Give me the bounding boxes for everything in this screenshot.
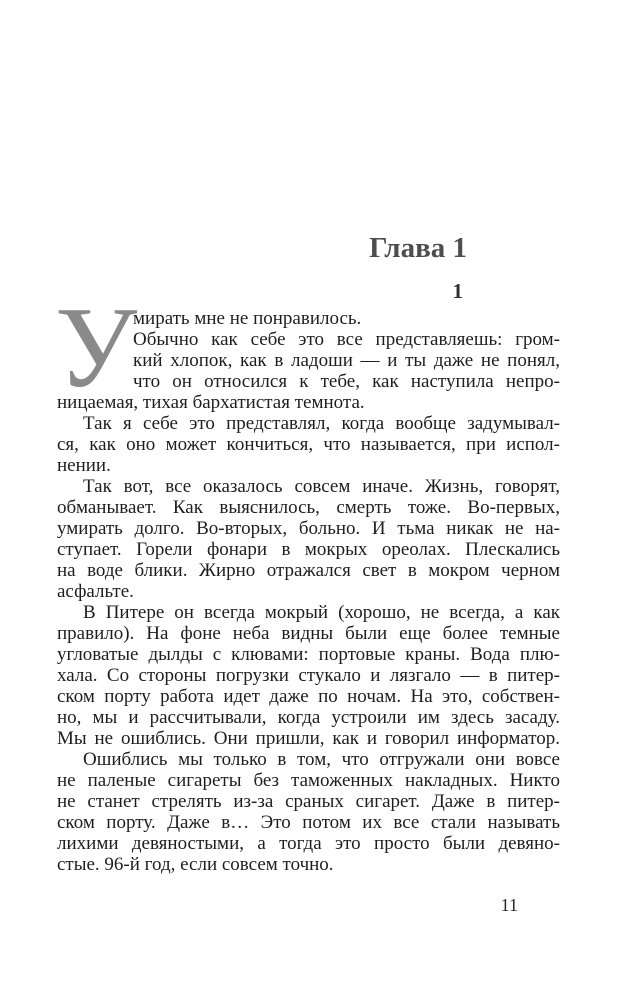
paragraph <box>57 476 560 602</box>
text-line: Так я себе это представлял, когда вообще задумывал- <box>83 413 560 434</box>
text-line: что он относился к тебе, как наступила непро- <box>133 371 560 392</box>
text-line: на воде блики. Жирно отражался свет в мокром черном <box>57 560 560 581</box>
text-line: ском порту работа идет даже по ночам. На это, собствен- <box>57 686 560 707</box>
text-line: Мы не ошиблись. Они пришли, как и говорил информатор. <box>57 728 560 749</box>
text-line: ницаемая, тихая бархатистая темнота. <box>57 392 365 413</box>
text-line: Обычно как себе это все представляешь: гром- <box>133 329 560 350</box>
text-line: кий хлопок, как в ладоши — и ты даже не понял, <box>133 350 560 371</box>
text-line: но, мы и рассчитывали, когда устроили им здесь засаду. <box>57 707 560 728</box>
text-line: угловатые дылды с клювами: портовые краны. Вода плю- <box>57 644 560 665</box>
text-line: ступает. Горели фонари в мокрых ореолах. Плескались <box>57 539 560 560</box>
text-line: ся, как оно может кончиться, что называется, при испол- <box>57 434 560 455</box>
text-line: умирать долго. Во-вторых, больно. И тьма никак не на- <box>57 518 560 539</box>
section-number: 1 <box>452 279 463 303</box>
page-number: 11 <box>500 895 518 915</box>
text-line: В Питере он всегда мокрый (хорошо, не всегда, а как <box>83 602 560 623</box>
text-line: мирать мне не понравилось. <box>133 308 362 329</box>
paragraph <box>57 602 560 749</box>
paragraph <box>57 749 560 875</box>
text-line: Ошиблись мы только в том, что отгружали они вовсе <box>83 749 560 770</box>
text-line: обманывает. Как выяснилось, смерть тоже. Во-первых, <box>57 497 560 518</box>
chapter-title: Глава 1 <box>369 232 467 264</box>
text-line: не станет стрелять из-за сраных сигарет. Даже в питер- <box>57 791 560 812</box>
text-line: лихими девяностыми, а тогда это просто были девяно- <box>57 833 560 854</box>
drop-cap-letter: У <box>55 284 138 412</box>
text-line: хала. Со стороны погрузки стукало и лязгало — в питер- <box>57 665 560 686</box>
text-line: ском порту. Даже в… Это потом их все стали называть <box>57 812 560 833</box>
text-line: не паленые сигареты без таможенных накладных. Никто <box>57 770 560 791</box>
paragraph <box>57 413 560 476</box>
text-line: асфальте. <box>57 581 134 602</box>
text-line: нении. <box>57 455 111 476</box>
text-line: стые. 96-й год, если совсем точно. <box>57 854 334 875</box>
text-line: Так вот, все оказалось совсем иначе. Жизнь, говорят, <box>83 476 560 497</box>
text-line: правило). На фоне неба видны были еще более темные <box>57 623 560 644</box>
